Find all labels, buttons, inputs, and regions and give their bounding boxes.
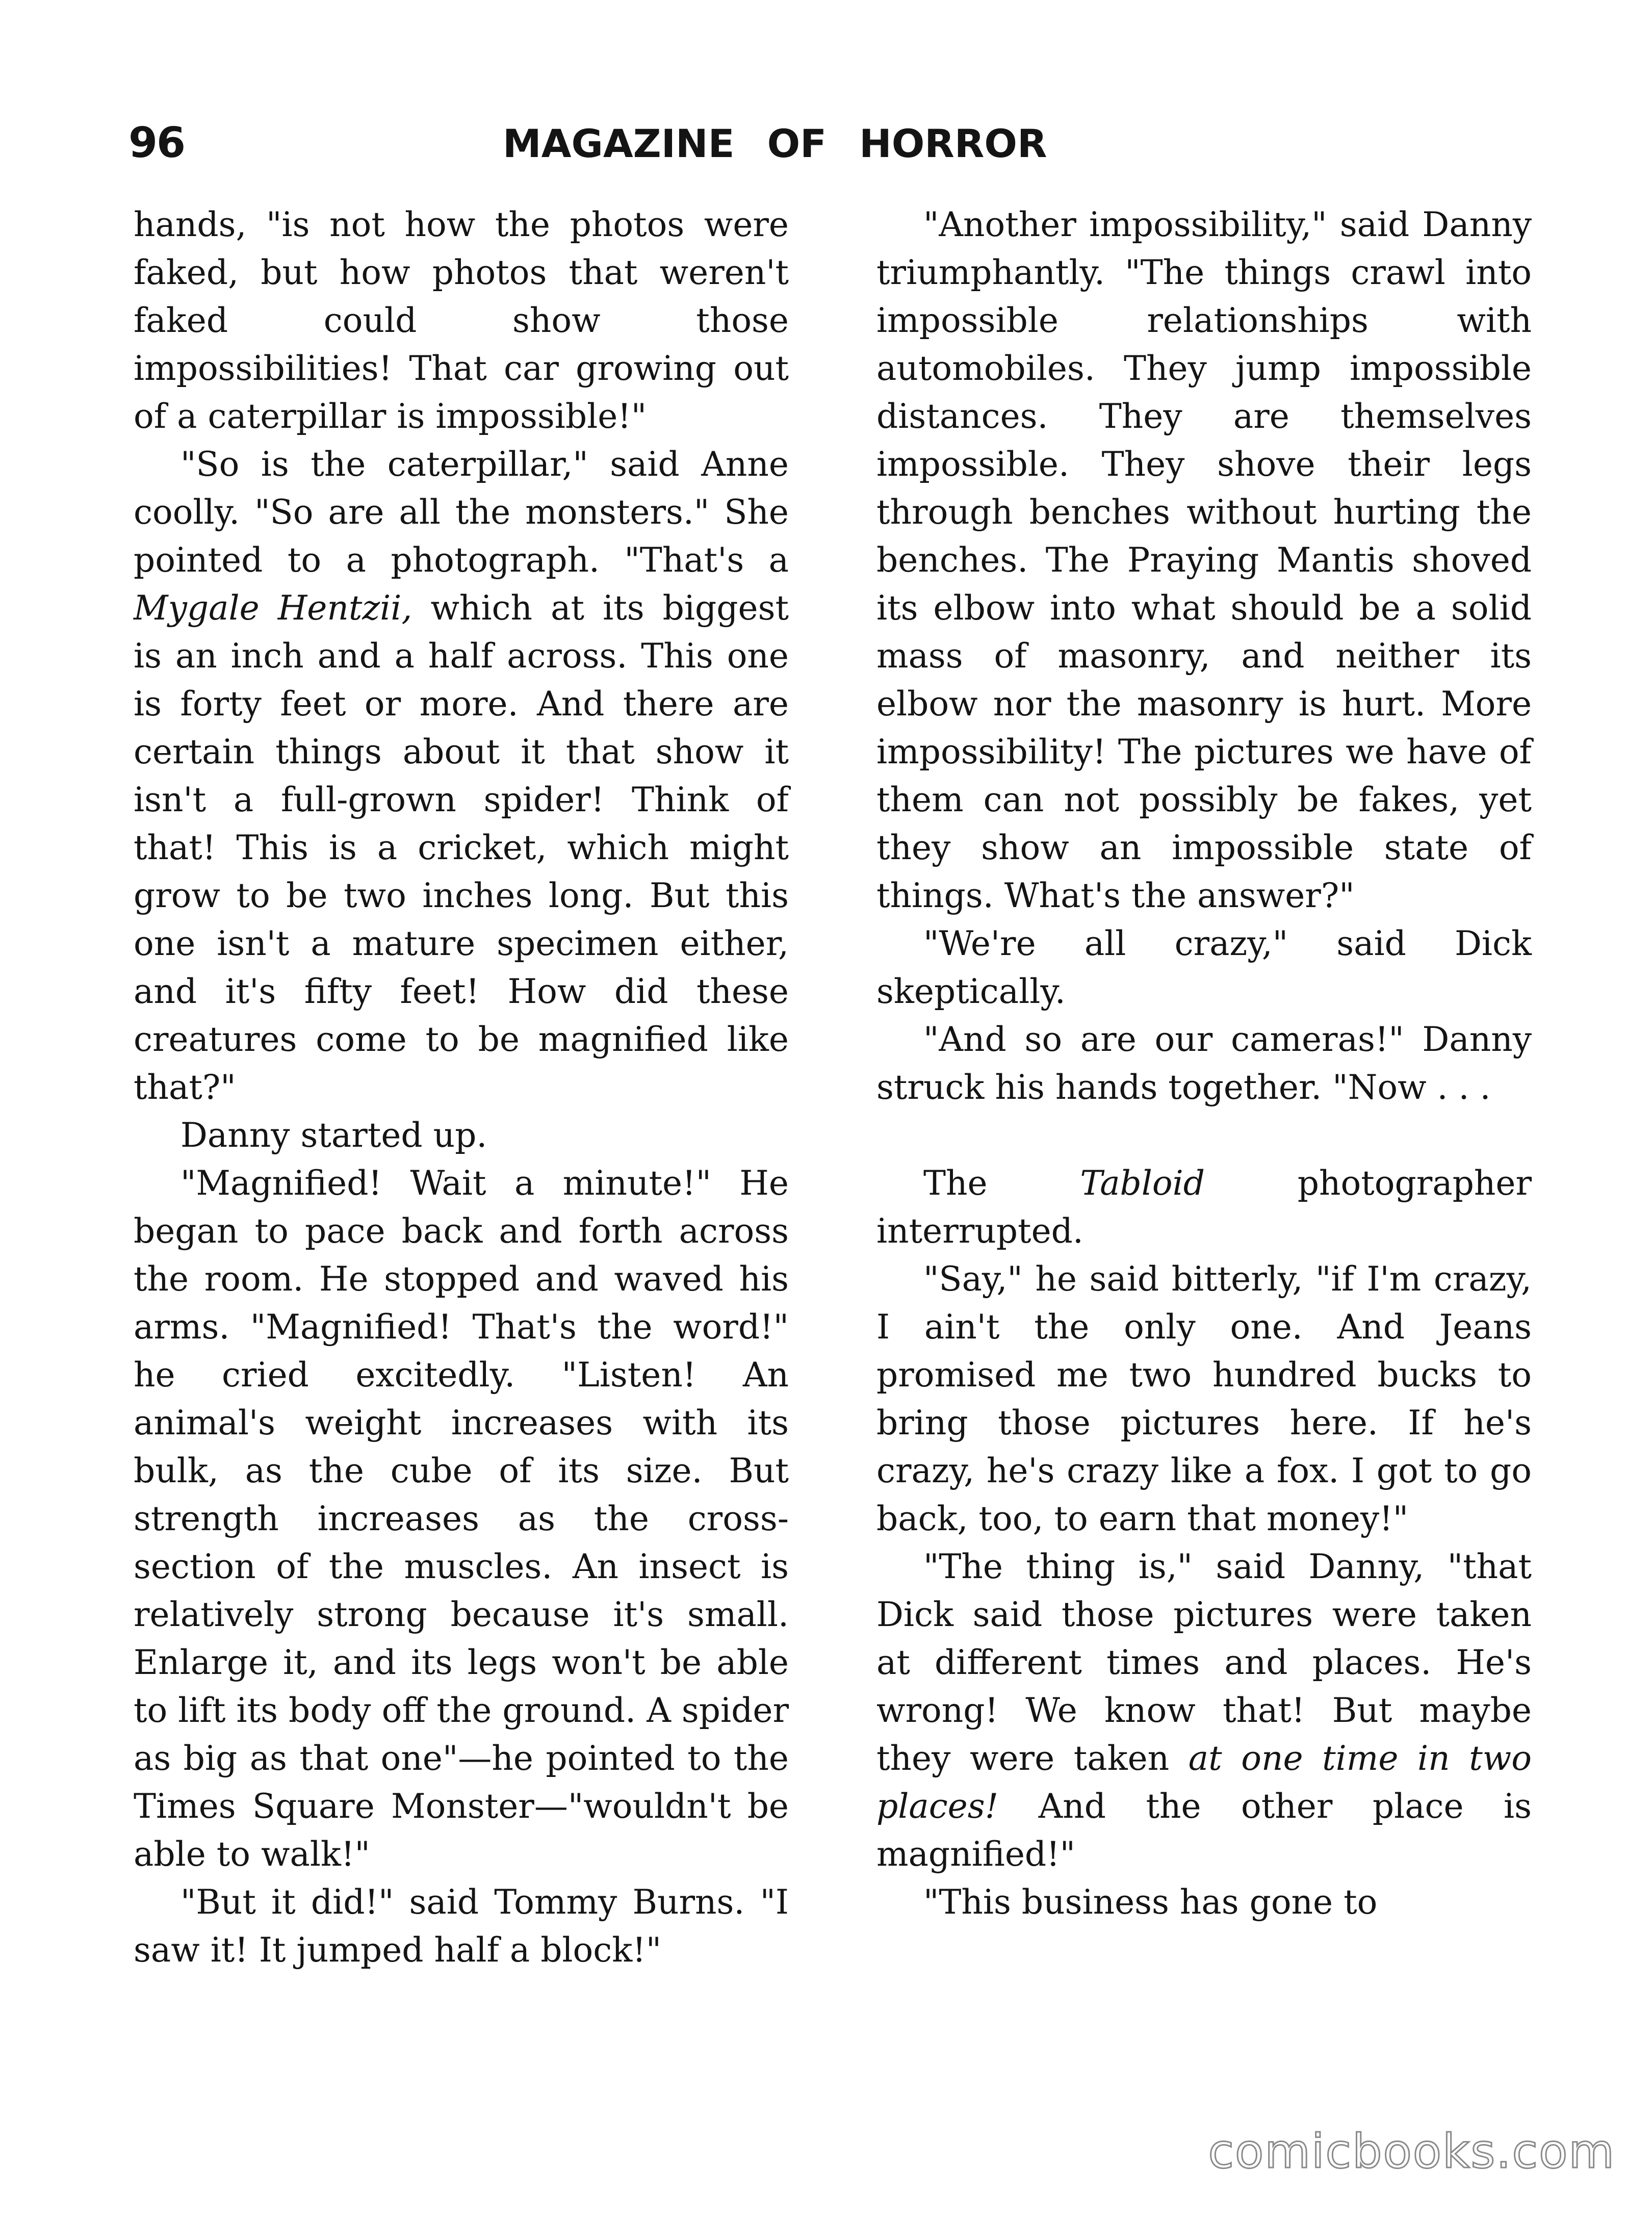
- paragraph: [876, 1543, 1532, 1878]
- running-head-word-3: HORROR: [859, 121, 1047, 166]
- italic-text: Tabloid: [1080, 1164, 1205, 1203]
- paragraph: [134, 441, 789, 1112]
- paragraph: Danny started up.: [180, 1116, 487, 1155]
- paragraph: "And so are our cameras!" Danny struck his hands together. "Now . . .: [876, 1020, 1532, 1107]
- text-run: And the other place is magnified!": [876, 1787, 1532, 1874]
- paragraph: "But it did!" said Tommy Burns. "I saw it! It jumped half a block!": [134, 1882, 789, 1970]
- paragraph: "Magnified! Wait a minute!" He began to pace back and forth across the room. He stopped and waved his arms. "Magnified! That's the word!" he cried excitedly. "Listen! An animal's weight increases with its bulk, as the cube of its size. But strength increases as the cross-section of the muscles. An insect is relatively strong because it's small. Enlarge it, and its legs won't be able to lift its body off the ground. A spider as big as that one"—he pointed to the Times Square Monster—"wouldn't be able to walk!": [134, 1164, 789, 1874]
- running-head-word-1: MAGAZINE: [503, 121, 735, 166]
- running-head: [503, 121, 1047, 166]
- right-column: [876, 201, 1532, 1926]
- paragraph: "Another impossibility," said Danny triumphantly. "The things crawl into impossible relationships with automobiles. They jump impossible distances. They are themselves impossible. They shove their legs through benches without hurting the benches. The Praying Mantis shoved its elbow into what should be a solid mass of masonry, and neither its elbow nor the masonry is hurt. More impossibility! The pictures we have of them can not possibly be fakes, yet they show an impossible state of things. What's the answer?": [876, 205, 1532, 915]
- paragraph: [876, 1159, 1532, 1255]
- section-break: [876, 1112, 1532, 1159]
- page-number: 96: [128, 119, 185, 167]
- running-head-word-2: OF: [767, 121, 827, 166]
- text-run: The: [923, 1164, 1080, 1203]
- left-column: [134, 201, 789, 1974]
- paragraph: "This business has gone to: [923, 1882, 1378, 1922]
- italic-text: at one time in two places!: [876, 1739, 1532, 1826]
- paragraph: hands, "is not how the photos were faked, but how photos that weren't faked could show those impossibilities! That car growing out of a caterpillar is impossible!": [134, 205, 789, 436]
- paragraph: "Say," he said bitterly, "if I'm crazy, I ain't the only one. And Jeans promised me two hundred bucks to bring those pictures here. If he's crazy, he's crazy like a fox. I got to go back, too, to earn that money!": [876, 1259, 1532, 1538]
- text-run: "The thing is," said Danny, "that Dick said those pictures were taken at different times and places. He's wrong! We know that! But maybe they were taken: [876, 1547, 1532, 1778]
- watermark: comicbooks.com: [1208, 2124, 1615, 2179]
- text-run: "So is the caterpillar," said Anne coolly. "So are all the monsters." She pointed to a photograph. "That's a: [134, 445, 789, 580]
- paragraph: "We're all crazy," said Dick skeptically.: [876, 924, 1532, 1011]
- text-run: which at its biggest is an inch and a half across. This one is forty feet or more. And there are certain things about it that show it isn't a full-grown spider! Think of that! This is a cricket, which might grow to be two inches long. But this one isn't a mature specimen either, and it's fifty feet! How did these creatures come to be magnified like that?": [134, 588, 789, 1107]
- italic-text: Mygale Hentzii,: [134, 588, 412, 628]
- text-run: photographer interrupted.: [876, 1164, 1532, 1251]
